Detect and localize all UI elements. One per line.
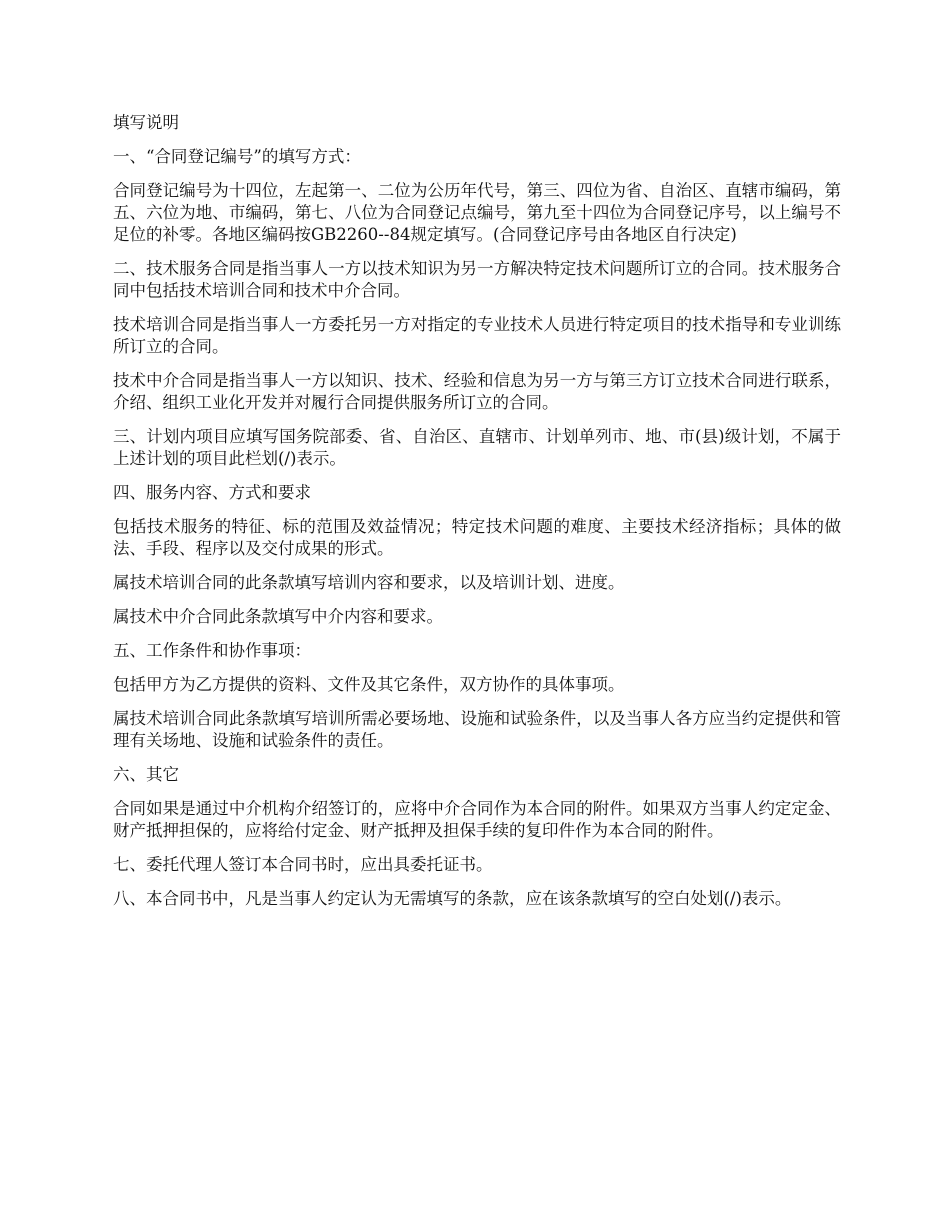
document-title: 填写说明 xyxy=(113,113,179,132)
document-body xyxy=(113,112,841,922)
section-4-body: 包括技术服务的特征、标的范围及效益情况；特定技术问题的难度、主要技术经济指标；具体的做法、手段、程序以及交付成果的形式。 xyxy=(113,517,841,558)
section-5-heading: 五、工作条件和协作事项： xyxy=(113,641,311,660)
section-8-heading: 八、本合同书中，凡是当事人约定认为无需填写的条款，应在该条款填写的空白处划(/)表示。 xyxy=(113,889,792,908)
section-6-heading: 六、其它 xyxy=(113,765,179,784)
section-4-training-note: 属技术培训合同的此条款填写培训内容和要求，以及培训计划、进度。 xyxy=(113,573,625,592)
section-4-heading: 四、服务内容、方式和要求 xyxy=(113,483,311,502)
section-1-heading: 一、“合同登记编号”的填写方式： xyxy=(113,147,361,166)
section-6-body: 合同如果是通过中介机构介绍签订的，应将中介合同作为本合同的附件。如果双方当事人约定定金、财产抵押担保的，应将给付定金、财产抵押及担保手续的复印件作为本合同的附件。 xyxy=(113,799,841,840)
section-2-training-contract: 技术培训合同是指当事人一方委托另一方对指定的专业技术人员进行特定项目的技术指导和专业训练所订立的合同。 xyxy=(113,315,841,356)
section-2-heading: 二、技术服务合同是指当事人一方以技术知识为另一方解决特定技术问题所订立的合同。技术服务合同中包括技术培训合同和技术中介合同。 xyxy=(113,259,841,300)
section-5-training-note: 属技术培训合同此条款填写培训所需必要场地、设施和试验条件，以及当事人各方应当约定提供和管理有关场地、设施和试验条件的责任。 xyxy=(113,709,841,750)
section-3-heading: 三、计划内项目应填写国务院部委、省、自治区、直辖市、计划单列市、地、市(县)级计划，不属于上述计划的项目此栏划(/)表示。 xyxy=(113,427,841,468)
section-5-body: 包括甲方为乙方提供的资料、文件及其它条件，双方协作的具体事项。 xyxy=(113,675,625,694)
section-4-intermediary-note: 属技术中介合同此条款填写中介内容和要求。 xyxy=(113,607,443,626)
section-7-heading: 七、委托代理人签订本合同书时，应出具委托证书。 xyxy=(113,855,493,874)
section-2-intermediary-contract: 技术中介合同是指当事人一方以知识、技术、经验和信息为另一方与第三方订立技术合同进行联系，介绍、组织工业化开发并对履行合同提供服务所订立的合同。 xyxy=(113,371,841,412)
section-1-body: 合同登记编号为十四位，左起第一、二位为公历年代号，第三、四位为省、自治区、直辖市编码，第五、六位为地、市编码，第七、八位为合同登记点编号，第九至十四位为合同登记序号，以上编号不足位的补零。各地区编码按GB2260--84规定填写。(合同登记序号由各地区自行决定) xyxy=(113,181,841,244)
